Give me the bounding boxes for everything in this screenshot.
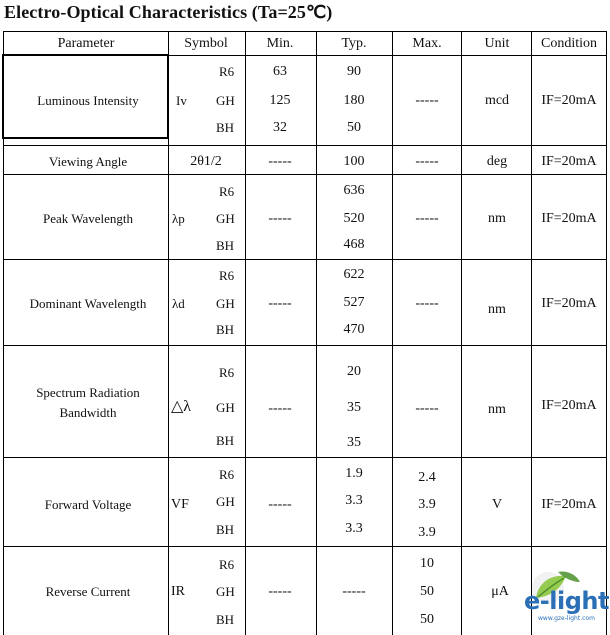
typ-value: 520	[343, 211, 365, 226]
typ-value: 527	[343, 295, 365, 310]
condition-value: IF=20mA	[541, 398, 597, 413]
header-max: Max.	[412, 36, 442, 51]
typ-value: 3.3	[345, 521, 363, 536]
symbol-ir: IR	[171, 584, 185, 599]
symbol-lambda-d: λd	[172, 296, 185, 311]
typ-value: 100	[343, 154, 365, 169]
min-value: 32	[273, 120, 287, 135]
parameter-reverse-current: Reverse Current	[45, 584, 131, 599]
typ-value: 20	[347, 364, 361, 379]
typ-value: 3.3	[345, 493, 363, 508]
sub-r6: R6	[219, 365, 235, 380]
max-value: 3.9	[418, 525, 436, 540]
typ-value: 35	[347, 435, 361, 450]
typ-value: 622	[343, 267, 365, 282]
parameter-dominant-wavelength: Dominant Wavelength	[29, 296, 147, 311]
sub-r6: R6	[219, 467, 235, 482]
sub-r6: R6	[219, 184, 235, 199]
typ-value: 90	[347, 64, 361, 79]
unit-value: nm	[488, 211, 506, 226]
typ-value: 468	[343, 237, 365, 252]
min-value: -----	[268, 296, 292, 311]
parameter-forward-voltage: Forward Voltage	[44, 497, 132, 512]
header-unit: Unit	[484, 36, 510, 51]
parameter-spectrum-radiation: Spectrum Radiation	[36, 385, 140, 400]
max-value: 50	[420, 584, 434, 599]
sub-bh: BH	[216, 322, 235, 337]
unit-value: V	[491, 497, 503, 512]
condition-value: IF=20mA	[541, 296, 597, 311]
sub-gh: GH	[216, 584, 235, 599]
header-condition: Condition	[540, 36, 598, 51]
min-value: -----	[268, 211, 292, 226]
max-value: -----	[415, 154, 439, 169]
max-value: 10	[420, 556, 434, 571]
min-value: 63	[273, 64, 287, 79]
typ-value: 180	[343, 93, 365, 108]
sub-gh: GH	[216, 494, 235, 509]
table-title: Electro-Optical Characteristics (Ta=25℃)	[4, 2, 333, 22]
sub-gh: GH	[216, 296, 235, 311]
condition-value: IF=20mA	[541, 154, 597, 169]
sub-bh: BH	[216, 433, 235, 448]
symbol-lambda-p: λp	[172, 211, 185, 226]
min-value: -----	[268, 584, 292, 599]
condition-value: IF=20mA	[541, 93, 597, 108]
unit-value: nm	[488, 302, 506, 317]
symbol-iv: Iv	[176, 93, 187, 108]
unit-value: nm	[488, 402, 506, 417]
sub-bh: BH	[216, 612, 235, 627]
logo-url-text: www.gze-light.com	[538, 615, 595, 622]
header-symbol: Symbol	[184, 36, 228, 51]
unit-value: mcd	[484, 93, 510, 108]
sub-r6: R6	[219, 268, 235, 283]
typ-value: 636	[343, 183, 365, 198]
sub-r6: R6	[219, 557, 235, 572]
max-value: 50	[420, 612, 434, 627]
symbol-vf: VF	[171, 497, 189, 512]
condition-value: IF=20mA	[541, 211, 597, 226]
symbol-viewing-angle: 2θ1/2	[190, 154, 222, 169]
typ-value: -----	[342, 584, 366, 599]
parameter-peak-wavelength: Peak Wavelength	[42, 211, 134, 226]
sub-gh: GH	[216, 400, 235, 415]
min-value: -----	[268, 497, 292, 512]
parameter-bandwidth: Bandwidth	[59, 405, 117, 420]
parameter-viewing-angle: Viewing Angle	[48, 154, 128, 169]
typ-value: 470	[343, 322, 365, 337]
header-min: Min.	[266, 36, 294, 51]
sub-r6: R6	[219, 64, 235, 79]
unit-value: deg	[486, 154, 508, 169]
unit-value: μA	[491, 584, 509, 599]
sub-bh: BH	[216, 238, 235, 253]
symbol-delta-lambda: △λ	[171, 398, 192, 415]
max-value: -----	[415, 401, 439, 416]
condition-value: IF=20mA	[541, 497, 597, 512]
min-value: -----	[268, 154, 292, 169]
typ-value: 1.9	[345, 466, 363, 481]
sub-gh: GH	[216, 211, 235, 226]
sub-bh: BH	[216, 522, 235, 537]
e-light-logo	[522, 568, 608, 626]
max-value: -----	[415, 93, 439, 108]
parameter-luminous-intensity: Luminous Intensity	[37, 93, 139, 108]
sub-gh: GH	[216, 93, 235, 108]
max-value: -----	[415, 211, 439, 226]
sub-bh: BH	[216, 120, 235, 135]
max-value: 2.4	[418, 470, 436, 485]
header-typ: Typ.	[341, 36, 367, 51]
max-value: -----	[415, 296, 439, 311]
typ-value: 50	[347, 120, 361, 135]
min-value: 125	[269, 93, 291, 108]
min-value: -----	[268, 401, 292, 416]
max-value: 3.9	[418, 497, 436, 512]
typ-value: 35	[347, 400, 361, 415]
logo-brand-text: e-light	[524, 587, 609, 615]
header-parameter: Parameter	[57, 36, 115, 51]
